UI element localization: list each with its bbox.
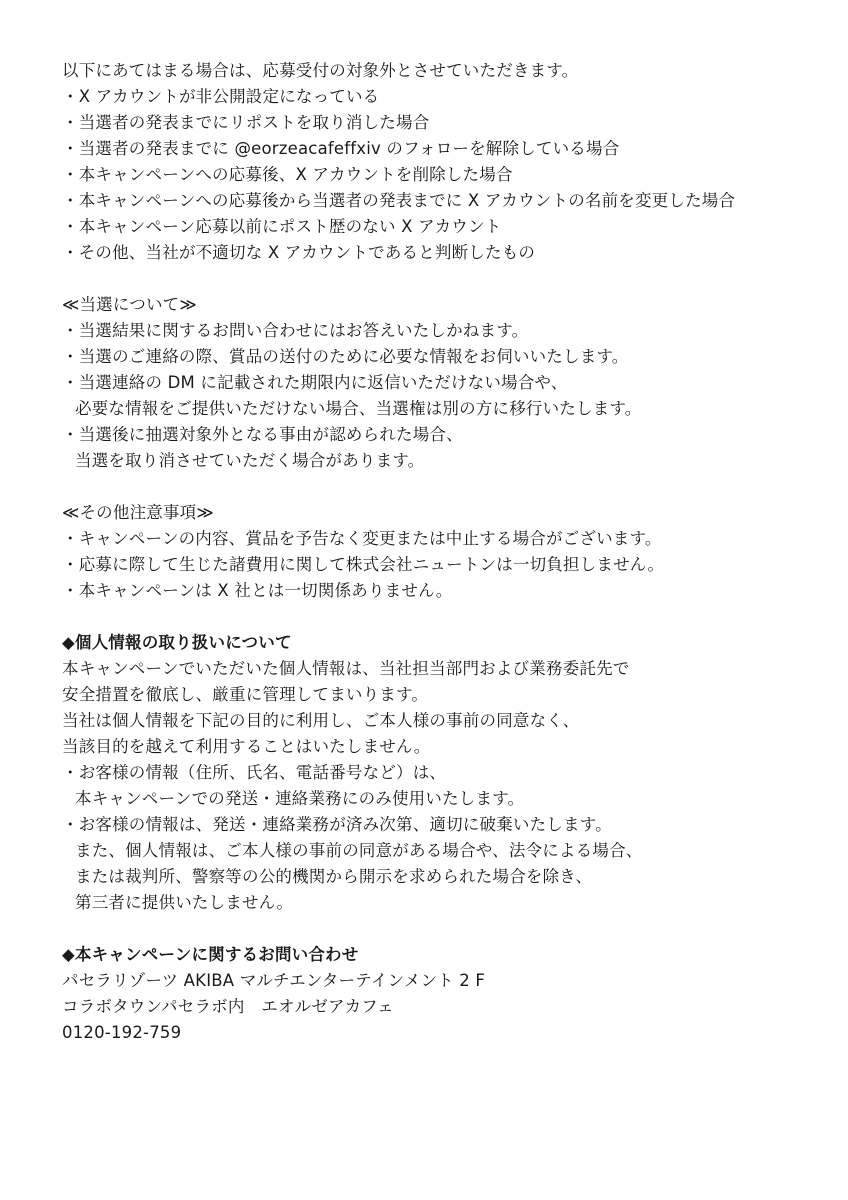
- privacy-section: [62, 630, 822, 916]
- contact-heading: ◆本キャンペーンに関するお問い合わせ: [62, 945, 359, 964]
- other-notes-line: ・キャンペーンの内容、賞品を予告なく変更または中止する場合がございます。: [62, 529, 662, 548]
- exclusion-item: ・その他、当社が不適切な X アカウントであると判断したもの: [62, 243, 536, 262]
- other-notes-title: ≪その他注意事項≫: [62, 503, 214, 522]
- winning-line: 必要な情報をご提供いただけない場合、当選権は別の方に移行いたします。: [75, 399, 642, 418]
- winning-line: 当選を取り消させていただく場合があります。: [75, 451, 425, 470]
- exclusion-item: ・本キャンペーン応募以前にポスト歴のない X アカウント: [62, 217, 502, 236]
- exclusion-item: ・本キャンペーンへの応募後、X アカウントを削除した場合: [62, 165, 513, 184]
- winning-line: ・当選後に抽選対象外となる事由が認められた場合、: [62, 425, 463, 444]
- contact-section: [62, 942, 822, 1046]
- spacer: [62, 604, 822, 630]
- exclusion-item: ・本キャンペーンへの応募後から当選者の発表までに X アカウントの名前を変更した場合: [62, 191, 736, 210]
- privacy-line: または裁判所、警察等の公的機関から開示を求められた場合を除き、: [75, 867, 593, 886]
- contact-phone: 0120-192-759: [62, 1023, 182, 1042]
- exclusion-item: ・当選者の発表までにリポストを取り消した場合: [62, 113, 430, 132]
- winning-section: [62, 292, 822, 474]
- contact-address-line-1: パセラリゾーツ AKIBA マルチエンターテインメント 2 F: [62, 971, 486, 990]
- privacy-line: 第三者に提供いたしません。: [75, 893, 294, 912]
- spacer: [62, 474, 822, 500]
- privacy-line: ・お客様の情報は、発送・連絡業務が済み次第、適切に破棄いたします。: [62, 815, 612, 834]
- privacy-line: 当該目的を越えて利用することはいたしません。: [62, 737, 431, 756]
- exclusions-intro: 以下にあてはまる場合は、応募受付の対象外とさせていただきます。: [62, 61, 579, 80]
- other-notes-line: ・応募に際して生じた諸費用に関して株式会社ニュートンは一切負担しません。: [62, 555, 665, 574]
- other-notes-section: [62, 500, 822, 604]
- exclusions-section: [62, 58, 822, 266]
- document-page: [62, 58, 822, 1046]
- spacer: [62, 916, 822, 942]
- privacy-line: 安全措置を徹底し、厳重に管理してまいります。: [62, 685, 429, 704]
- privacy-line: ・お客様の情報（住所、氏名、電話番号など）は、: [62, 763, 447, 782]
- privacy-line: 本キャンペーンでいただいた個人情報は、当社担当部門および業務委託先で: [62, 659, 630, 678]
- privacy-heading: ◆個人情報の取り扱いについて: [62, 633, 292, 652]
- exclusion-item: ・当選者の発表までに @eorzeacafeffxiv のフォローを解除している場合: [62, 139, 620, 158]
- privacy-line: また、個人情報は、ご本人様の事前の同意がある場合や、法令による場合、: [75, 841, 643, 860]
- winning-title: ≪当選について≫: [62, 295, 197, 314]
- winning-line: ・当選連絡の DM に記載された期限内に返信いただけない場合や、: [62, 373, 568, 392]
- privacy-line: 当社は個人情報を下記の目的に利用し、ご本人様の事前の同意なく、: [62, 711, 580, 730]
- winning-line: ・当選のご連絡の際、賞品の送付のために必要な情報をお伺いいたします。: [62, 347, 629, 366]
- winning-line: ・当選結果に関するお問い合わせにはお答えいたしかねます。: [62, 321, 529, 340]
- exclusion-item: ・X アカウントが非公開設定になっている: [62, 87, 380, 106]
- other-notes-line: ・本キャンペーンは X 社とは一切関係ありません。: [62, 581, 453, 600]
- spacer: [62, 266, 822, 292]
- contact-address-line-2: コラボタウンパセラボ内 エオルゼアカフェ: [62, 997, 394, 1016]
- privacy-line: 本キャンペーンでの発送・連絡業務にのみ使用いたします。: [75, 789, 525, 808]
